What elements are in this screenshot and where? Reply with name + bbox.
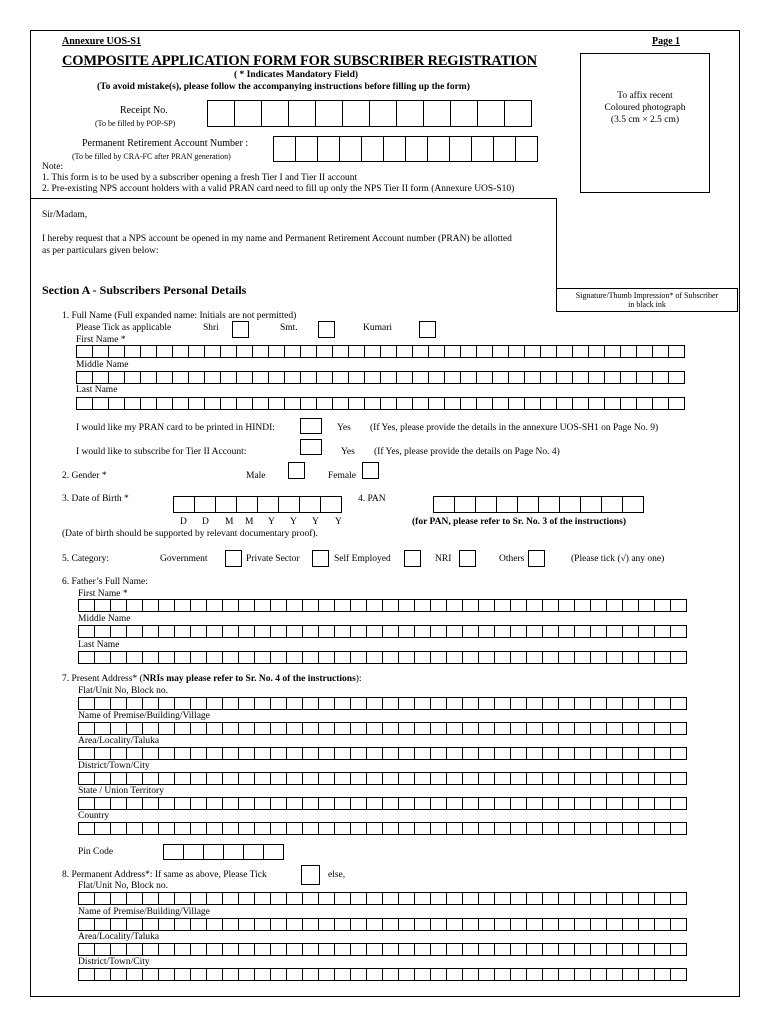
father-middle-name-label: Middle Name <box>78 614 131 624</box>
mandatory-note: ( * Indicates Mandatory Field) <box>234 70 359 80</box>
permanent-address-label: 8. Permanent Address*: If same as above, Please Tick <box>62 870 267 880</box>
government-label: Government <box>160 554 208 564</box>
father-middle-name-input[interactable] <box>78 625 687 638</box>
instructions-note: (To avoid mistake(s), please follow the accompanying instructions before filling up the form) <box>97 82 470 92</box>
note-2: 2. Pre-existing NPS account holders with a valid PRAN card need to fill up only the NPS Tier II form (Annexure UOS-S10) <box>42 184 515 194</box>
note-1: 1. This form is to be used by a subscriber opening a fresh Tier I and Tier II account <box>42 173 358 183</box>
gender-label: 2. Gender * <box>62 471 107 481</box>
self-employed-label: Self Employed <box>334 554 391 564</box>
pan-label: 4. PAN <box>358 494 386 504</box>
tier2-label: I would like to subscribe for Tier II Account: <box>76 447 247 457</box>
dob-format-d1: D <box>180 517 187 527</box>
present-state-label: State / Union Territory <box>78 786 164 796</box>
pran-input[interactable] <box>273 136 538 162</box>
tier2-yes: Yes <box>341 447 355 457</box>
present-premise-input[interactable] <box>78 722 687 735</box>
dob-format-y3: Y <box>312 517 319 527</box>
last-name-label: Last Name <box>76 385 118 395</box>
present-premise-label: Name of Premise/Building/Village <box>78 711 210 721</box>
present-area-input[interactable] <box>78 747 687 760</box>
first-name-label: First Name * <box>76 335 126 345</box>
smt-checkbox[interactable] <box>318 321 335 338</box>
pin-code-input[interactable] <box>163 844 284 860</box>
pan-input[interactable] <box>433 496 644 513</box>
pran-sub: (To be filled by CRA-FC after PRAN generation) <box>72 152 231 161</box>
present-flat-label: Flat/Unit No, Block no. <box>78 686 168 696</box>
female-label: Female <box>328 471 356 481</box>
signature-line-2: in black ink <box>628 300 666 309</box>
self-employed-checkbox[interactable] <box>404 550 421 567</box>
present-area-label: Area/Locality/Taluka <box>78 736 160 746</box>
category-label: 5. Category: <box>62 554 109 564</box>
permanent-district-label: District/Town/City <box>78 957 150 967</box>
dob-label: 3. Date of Birth * <box>62 494 129 504</box>
present-flat-input[interactable] <box>78 697 687 710</box>
private-label: Private Sector <box>246 554 300 564</box>
pin-code-label: Pin Code <box>78 847 114 857</box>
please-tick-label: Please Tick as applicable <box>76 323 172 333</box>
permanent-area-label: Area/Locality/Taluka <box>78 932 160 942</box>
father-last-name-label: Last Name <box>78 640 120 650</box>
permanent-premise-input[interactable] <box>78 918 687 931</box>
dob-format-y2: Y <box>290 517 297 527</box>
dob-format-m2: M <box>245 517 254 527</box>
father-first-name-label: First Name * <box>78 589 128 599</box>
nri-checkbox[interactable] <box>459 550 476 567</box>
smt-label: Smt. <box>280 323 298 333</box>
shri-label: Shri <box>203 323 219 333</box>
letter-body-2: as per particulars given below: <box>42 246 159 256</box>
section-a-title: Section A - Subscribers Personal Details <box>42 283 247 297</box>
permanent-district-input[interactable] <box>78 968 687 981</box>
first-name-input[interactable] <box>76 345 685 358</box>
photo-line-2: Coloured photograph <box>604 103 686 113</box>
father-last-name-input[interactable] <box>78 651 687 664</box>
photo-line-3: (3.5 cm × 2.5 cm) <box>610 115 680 125</box>
shri-checkbox[interactable] <box>232 321 249 338</box>
permanent-flat-input[interactable] <box>78 892 687 905</box>
tick-any-note: (Please tick (√) any one) <box>571 554 665 564</box>
hindi-checkbox[interactable] <box>300 418 322 434</box>
hindi-yes: Yes <box>337 423 351 433</box>
pan-note: (for PAN, please refer to Sr. No. 3 of the instructions) <box>412 517 626 527</box>
tier2-note: (If Yes, please provide the details on Page No. 4) <box>374 447 560 457</box>
hindi-note: (If Yes, please provide the details in the annexure UOS-SH1 on Page No. 9) <box>370 423 659 433</box>
male-checkbox[interactable] <box>288 462 305 479</box>
dob-note: (Date of birth should be supported by relevant documentary proof). <box>62 529 318 539</box>
present-country-input[interactable] <box>78 822 687 835</box>
middle-name-label: Middle Name <box>76 360 129 370</box>
middle-name-input[interactable] <box>76 371 685 384</box>
receipt-input[interactable] <box>207 100 532 127</box>
present-address-label: 7. Present Address* (NRIs may please refer to Sr. No. 4 of the instructions): <box>62 674 362 684</box>
nri-label: NRI <box>435 554 452 564</box>
father-label: 6. Father’s Full Name: <box>62 577 148 587</box>
pran-label: Permanent Retirement Account Number : <box>82 138 249 149</box>
present-district-label: District/Town/City <box>78 761 150 771</box>
government-checkbox[interactable] <box>225 550 242 567</box>
kumari-checkbox[interactable] <box>419 321 436 338</box>
dob-format-d2: D <box>202 517 209 527</box>
salutation: Sir/Madam, <box>42 210 88 220</box>
divider <box>30 198 556 199</box>
present-district-input[interactable] <box>78 772 687 785</box>
others-label: Others <box>499 554 525 564</box>
dob-format-y1: Y <box>268 517 275 527</box>
permanent-same-checkbox[interactable] <box>301 865 320 885</box>
form-title: COMPOSITE APPLICATION FORM FOR SUBSCRIBER REGISTRATION <box>62 53 537 69</box>
present-state-input[interactable] <box>78 797 687 810</box>
last-name-input[interactable] <box>76 397 685 410</box>
receipt-sub: (To be filled by POP-SP) <box>95 119 176 128</box>
receipt-label: Receipt No. <box>120 105 168 116</box>
female-checkbox[interactable] <box>362 462 379 479</box>
letter-body-1: I hereby request that a NPS account be opened in my name and Permanent Retirement Account number (PRAN) be allotted <box>42 234 512 244</box>
permanent-premise-label: Name of Premise/Building/Village <box>78 907 210 917</box>
page-number: Page 1 <box>652 36 681 47</box>
signature-line-1: Signature/Thumb Impression* of Subscriber <box>575 291 719 300</box>
others-checkbox[interactable] <box>528 550 545 567</box>
permanent-area-input[interactable] <box>78 943 687 956</box>
dob-format-y4: Y <box>335 517 342 527</box>
note-title: Note: <box>42 162 64 172</box>
dob-format-m1: M <box>225 517 234 527</box>
full-name-label: 1. Full Name (Full expanded name: Initials are not permitted) <box>62 311 297 321</box>
permanent-else-label: else, <box>328 870 346 880</box>
hindi-label: I would like my PRAN card to be printed in HINDI: <box>76 423 275 433</box>
father-first-name-input[interactable] <box>78 599 687 612</box>
kumari-label: Kumari <box>363 323 393 333</box>
photo-line-1: To affix recent <box>617 91 673 101</box>
tier2-checkbox[interactable] <box>300 439 322 455</box>
private-checkbox[interactable] <box>312 550 329 567</box>
male-label: Male <box>246 471 266 481</box>
signature-divider <box>556 198 557 288</box>
permanent-flat-label: Flat/Unit No, Block no. <box>78 881 168 891</box>
annexure-label: Annexure UOS-S1 <box>62 36 141 47</box>
present-country-label: Country <box>78 811 110 821</box>
dob-input[interactable] <box>173 496 342 513</box>
